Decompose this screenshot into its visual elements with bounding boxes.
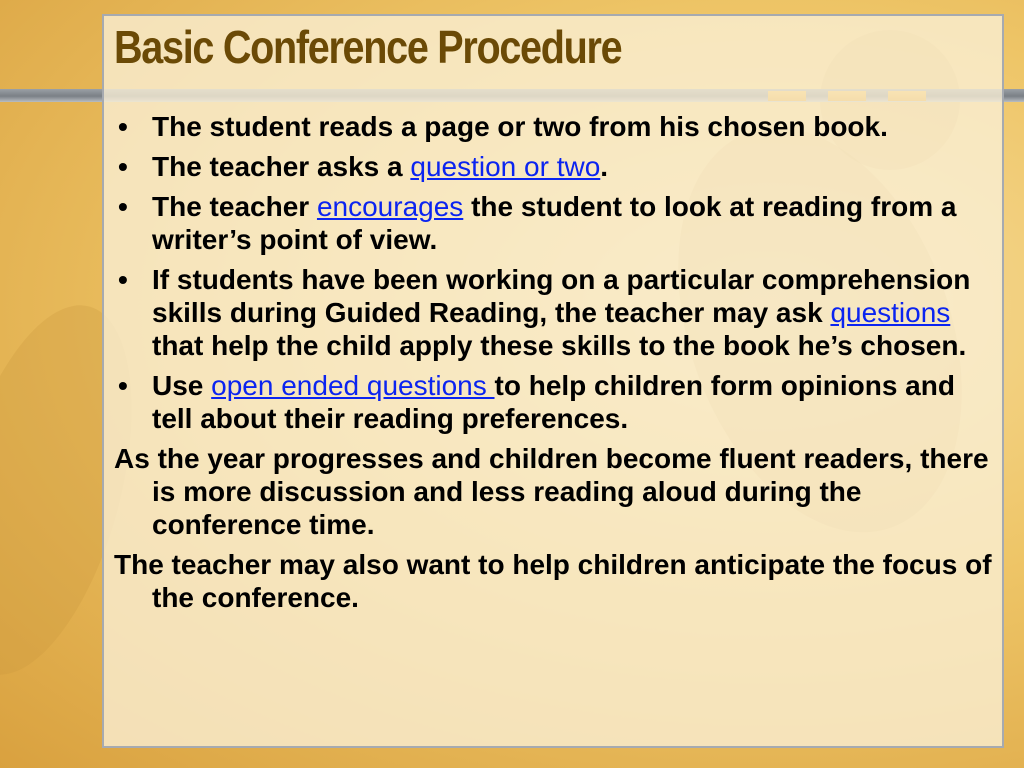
bullet-item — [114, 190, 996, 256]
bullet-text: to help children form opinions and tell about their reading preferences. — [152, 370, 955, 434]
encourages-link[interactable]: encourages — [316, 191, 464, 222]
bullet-text: The teacher asks a — [152, 151, 411, 182]
bullet-list — [114, 110, 996, 435]
bullet-text: . — [600, 151, 609, 182]
question-or-two-link[interactable]: question or two — [410, 151, 601, 182]
bullet-icon: • — [118, 111, 128, 142]
bullet-text: The teacher — [152, 191, 317, 222]
bullet-item — [114, 110, 996, 143]
bullet-text: If students have been working on a particular comprehension skills during Guided Reading, the teacher may ask — [152, 264, 971, 328]
paragraph: The teacher may also want to help children anticipate the focus of the conference. — [114, 549, 992, 613]
bullet-icon: • — [118, 264, 128, 295]
bullet-item — [114, 150, 996, 183]
bullet-text: that help the child apply these skills to the book he’s chosen. — [152, 330, 967, 361]
bullet-text: The student reads a page or two from his chosen book. — [152, 111, 888, 142]
slide-body — [114, 110, 996, 621]
slide-title: Basic Conference Procedure — [114, 21, 622, 73]
bullet-icon: • — [118, 151, 128, 182]
bullet-text: the student to look at reading from a writer’s point of view. — [152, 191, 957, 255]
open-ended-questions-link[interactable]: open ended questions — [211, 370, 495, 401]
bullet-icon: • — [118, 191, 128, 222]
questions-link[interactable]: questions — [830, 297, 951, 328]
paragraph: As the year progresses and children become fluent readers, there is more discussion and less reading aloud during the conference time. — [114, 443, 989, 540]
bullet-icon: • — [118, 370, 128, 401]
bullet-text: Use — [152, 370, 212, 401]
bullet-item — [114, 263, 996, 362]
bullet-item — [114, 369, 996, 435]
